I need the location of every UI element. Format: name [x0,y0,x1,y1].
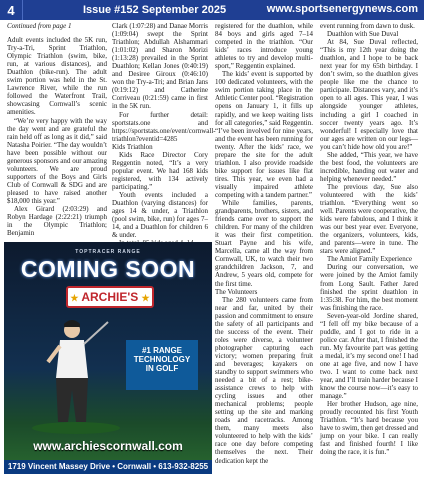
paragraph: Alex Girard (2:03:29) and Robyn Hardage (2:22:21) triumph in the Olympic Triathlon; Benjamin [7,205,107,238]
paragraph: Seven-year-old Jordine shared, “I fell off my bike because of a puddle, and I got to ride in a police car. After that, I finished the run. My favourite part was getting a medal, it’s my second one! I had one at age five, and now I have two. I want to come back next year, and I’ll train harder because I know the course now—it’s easy to manage.” [320,311,418,401]
page-number: 4 [0,0,23,20]
star-icon: ★ [141,293,150,303]
column-3 [215,22,313,465]
paragraph: During our conversation, we were joined by the Amiot family from Long Sault. Father Jared finished the sprint duathlon in 1:35:38. For him, the best moment was finishing the race. [320,263,418,312]
ad-headline: COMING SOON [20,256,196,282]
column-1 [7,22,107,237]
paragraph: event running from dawn to dusk. [320,22,415,30]
ad-brand: ARCHIE'S [81,290,139,304]
page-header [0,0,424,20]
ad-presents: TOPTRACER RANGE [75,249,141,255]
paragraph: At 84, Sue Duval reflected, “This is my 12th year doing the duathlon, and I hope to be back next year for my 65th birthday. I don’t swim, so the duathlon gives people like me the chance to participate. Distances vary, and it’s open to all ages. This year, I was alongside younger athletes, including a girl I coached in soccer twenty years ago. It’s wonderful! I especially love that our ages are written on our legs—you can’t hide how old you are!” [320,38,418,151]
ad-address: 1719 Vincent Massey Drive • Cornwall • 613-932-8255 [4,460,212,474]
paragraph: Her brother Hudson, age nine, proudly recounted his first Youth Triathlon. “It’s hard because you have to swim, then get dressed and jump on your bike. I can really fast and finished fourth! I like doing the race, it is fun.” [320,400,418,457]
column-2 [112,22,216,247]
section-heading: Kids Triathlon [112,142,153,151]
paragraph: For further detail: sportstats.one and https://sportstats.one/event/cornwall-triathlon?eventid=4285 [112,110,216,143]
ad-url[interactable]: www.archiescornwall.com [33,439,183,453]
sign-line: IN GOLF [145,364,179,373]
section-heading: The Volunteers [215,287,258,296]
paragraph: She added, “This year, we have the best food, the volunteers are incredible, handing out water and helping whenever needed.” [320,150,418,183]
issue-label: Issue #152 September 2025 [83,4,227,16]
section-heading: Duathlon with Sue Duval [327,30,399,39]
sign-line: #1 RANGE [141,346,182,355]
paragraph: registered for the duathlon, while 84 boys and girls aged 7–14 competed in the triathlon. “Our kids’ races introduce young athletes to try and develop multi-sport,” Reggentin explained. [215,22,313,71]
paragraph: Kids Race Director Cory Reggentin noted, “It’s a very popular event. We had 168 kids registered, with 134 actively participating.” [112,150,208,191]
paragraph: Youth events included a Duathlon (varying distances) for ages 14 & under, a Triathlon (pool swim, bike, run) for ages 7–14, and a Duathlon for children 6 & under. [112,190,208,240]
paragraph: Adult events included the 5K run, Try-a-Tri, Sprint Triathlon, Olympic Triathlon (swim, bike, run, at various distances), and Duathlon (bike-run). The adult swim portion was held in the St. Lawrence River, while the run followed the Waterfront Trail, showcasing Cornwall’s scenic amenities. [7,36,107,117]
paragraph: While families, parents, grandparents, brothers, sisters, and friends came over to support the children. For many of the children it was their first competition. Stuart Payne and his wife, Marcella, came all the way from Cornwall, UK, to watch their two grandchildren Jackson, 7, and Andrew, 5 years old, compete for the first time. [215,199,313,288]
paragraph: The kids’ event is supported by 100 dedicated volunteers, with the swim portion taking place in the Athletic Center pool. “Registration opens on January 1, it fills up rapidly, and we keep waiting lists for all categories,” said Reggentin. “I’ve been involved for nine years, and the event has been running for twenty. After the kids’ race, we prepare the site for the adult triathlon. I also provide roadside bike support for issues like flat tires. This year, we even had a visually impaired athlete competing with a tandem partner.” [215,70,313,199]
website-link[interactable]: www.sportsenergynews.com [266,3,418,15]
advertisement[interactable] [4,242,212,474]
ad-sign [126,340,198,390]
paragraph: “We’re very happy with the way the day went and are grateful the rain held off as long as it did,” said Natasha Poirier. “The day wouldn’t have been possible without our generous sponsors and our amazing volunteers. We are proud supporters of the Boys and Girls Club of Cornwall & SDG and are pleased to have raised another $18,000 this year.” [7,116,107,205]
paragraph: The previous day, Sue also volunteered with the kids’ triathlon. “Everything went so well. Parents were cooperative, the kids were fabulous, and I think it was our best year ever. Everyone, the organizers, volunteers, kids, and parents—were in tune. The stars were aligned.” [320,182,418,256]
star-icon: ★ [70,293,79,303]
golfer-illustration [26,314,126,434]
continued-note: Continued from page 1 [7,22,72,30]
paragraph: The 280 volunteers came from near and far, united by their passion and commitment to ensure the safety of all participants and the success of the event. Their roles were diverse, a volunteer photographer capturing each victory; women preparing fruit and beverages; kayakers on standby to support swimmers who needed a bit of a rest; bike-assistance crews to help with cycling issues and other mechanical problems; people setting up the site and marking roads and racetracks. Among them, many meets also volunteered to help with the kids’ race one day before competing themselves the next. Their dedication kept the [215,295,313,465]
ad-brand-logo [66,286,154,308]
sign-line: TECHNOLOGY [133,355,191,364]
section-heading: The Amiot Family Experience [327,255,412,264]
column-4 [320,22,418,457]
paragraph: Clark (1:07:28) and Danae Morris (1:09:04) swept the Sprint Triathlon; Abdullah Alshammari (1:01:02) and Sharon Morizi (1:13:28) prevailed in the Sprint Duathlon; Kellan Jones (0:40:19) and Desiree Giroux (0:46:10) won the Try-a-Tri; and Brian Jans (0:19:12) and Catherine Corriveau (0:21:59) came in first in the 5K run. [112,22,208,111]
